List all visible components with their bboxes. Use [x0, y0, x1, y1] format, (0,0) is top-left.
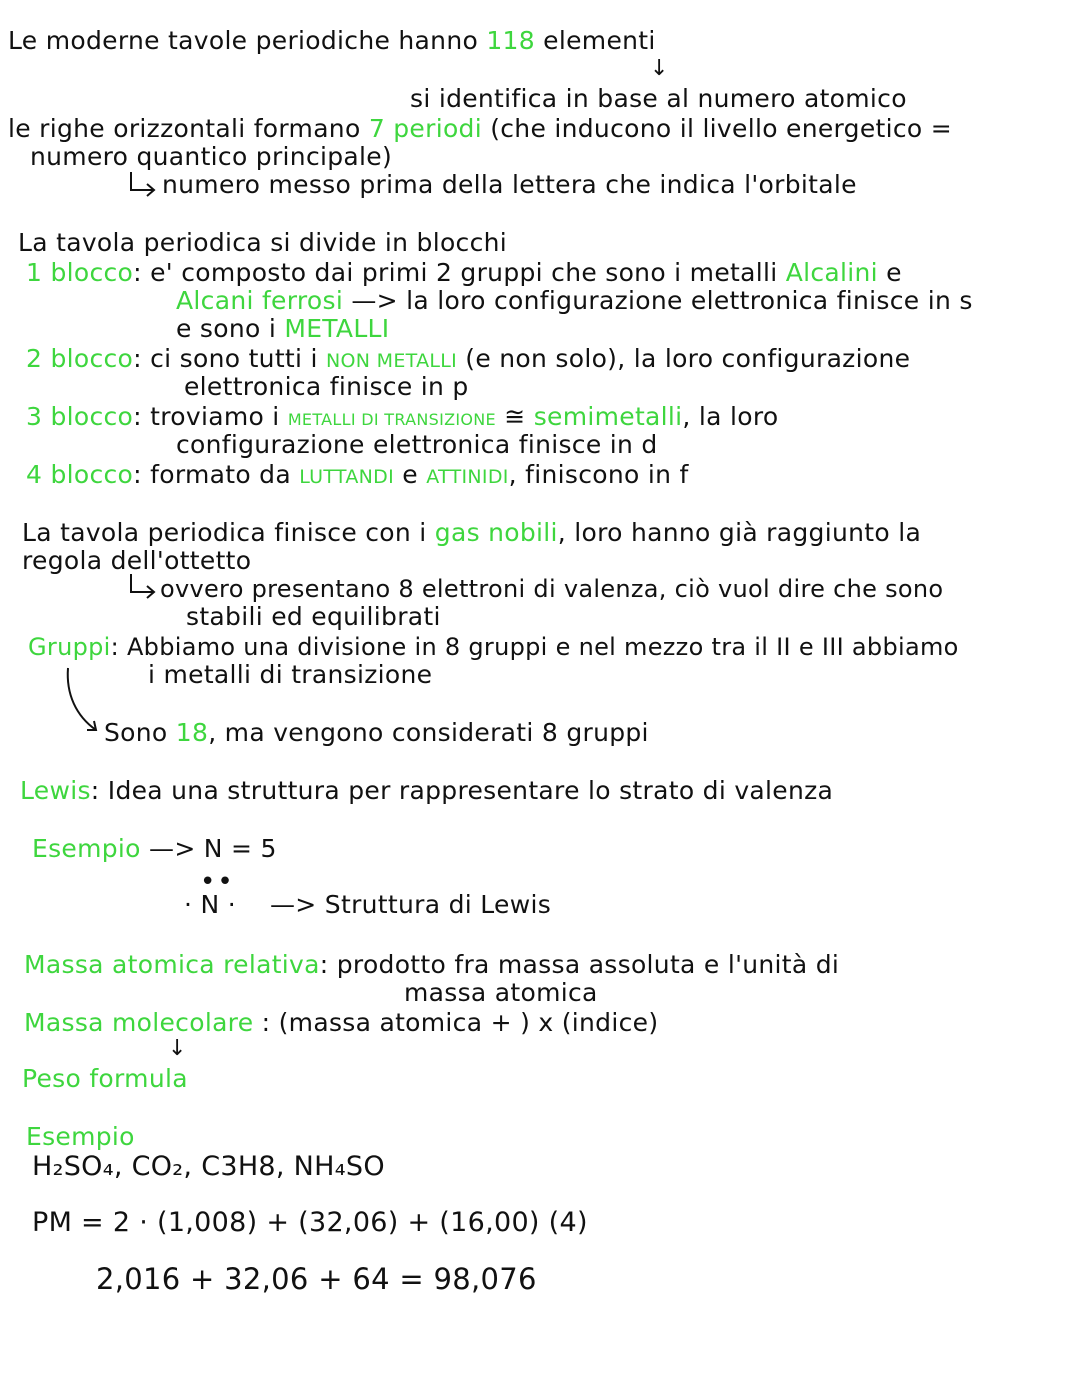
lewis-symbol: · N ·	[184, 890, 236, 919]
lewis-structure-label: —> Struttura di Lewis	[270, 890, 552, 919]
groups-line-3: Sono 18, ma vengono considerati 8 gruppi	[104, 718, 649, 747]
lewis-example: Esempio —> N = 5	[32, 834, 277, 863]
noble-sub-2: stabili ed equilibrati	[186, 602, 441, 631]
curved-arrow-icon	[56, 664, 106, 744]
down-arrow-icon: ↓	[168, 1036, 187, 1061]
block-1-line: 1 blocco: e' composto dai primi 2 gruppi che sono i metalli Alcalini e	[26, 258, 902, 287]
down-arrow-icon: ↓	[650, 56, 669, 81]
calculation-result: 2,016 + 32,06 + 64 = 98,076	[96, 1262, 537, 1296]
block-3-line: 3 blocco: troviamo i METALLI DI TRANSIZIONE ≅ semimetalli, la loro	[26, 402, 779, 431]
periods-sub: numero messo prima della lettera che indica l'orbitale	[162, 170, 857, 199]
block-1-line-2: Alcani ferrosi —> la loro configurazione elettronica finisce in s	[176, 286, 973, 315]
relative-mass-line: Massa atomica relativa: prodotto fra massa assoluta e l'unità di	[24, 950, 840, 979]
block-3-line-2: configurazione elettronica finisce in d	[176, 430, 658, 459]
groups-line-2: i metalli di transizione	[148, 660, 433, 689]
calculation-line: PM = 2 · (1,008) + (32,06) + (16,00) (4)	[32, 1207, 588, 1238]
noble-line: La tavola periodica finisce con i gas nobili, loro hanno già raggiunto la	[22, 518, 922, 547]
intro-line: Le moderne tavole periodiche hanno 118 elementi	[8, 26, 656, 55]
formulas-line: H₂SO₄, CO₂, C3H8, NH₄SO	[32, 1151, 385, 1182]
block-4-line: 4 blocco: formato da LUTTANDI e ATTINIDI, finiscono in f	[26, 460, 689, 489]
lewis-line: Lewis: Idea una struttura per rappresentare lo strato di valenza	[20, 776, 834, 805]
periods-line: le righe orizzontali formano 7 periodi (che inducono il livello energetico =	[8, 114, 953, 143]
groups-line: Gruppi: Abbiamo una divisione in 8 gruppi e nel mezzo tra il II e III abbiamo	[28, 633, 959, 661]
noble-line-2: regola dell'ottetto	[22, 546, 252, 575]
periods-line-2: numero quantico principale)	[30, 142, 393, 171]
blocks-heading: La tavola periodica si divide in blocchi	[18, 228, 508, 257]
elements-count: 118	[486, 26, 535, 55]
block-2-line-2: elettronica finisce in p	[184, 372, 469, 401]
noble-sub: ovvero presentano 8 elettroni di valenza, ciò vuol dire che sono	[160, 575, 944, 603]
relative-mass-line-2: massa atomica	[404, 978, 598, 1007]
example-label: Esempio	[26, 1122, 135, 1151]
molecular-mass-line: Massa molecolare : (massa atomica + ) x (indice)	[24, 1008, 659, 1037]
formula-weight: Peso formula	[22, 1064, 188, 1093]
lewis-dots: ••	[200, 867, 235, 897]
sub-arrow-icon	[128, 572, 158, 598]
block-1-line-3: e sono i METALLI	[176, 314, 390, 343]
identification-line: si identifica in base al numero atomico	[410, 84, 907, 113]
block-2-line: 2 blocco: ci sono tutti i NON METALLI (e non solo), la loro configurazione	[26, 344, 911, 373]
sub-arrow-icon	[128, 170, 158, 196]
